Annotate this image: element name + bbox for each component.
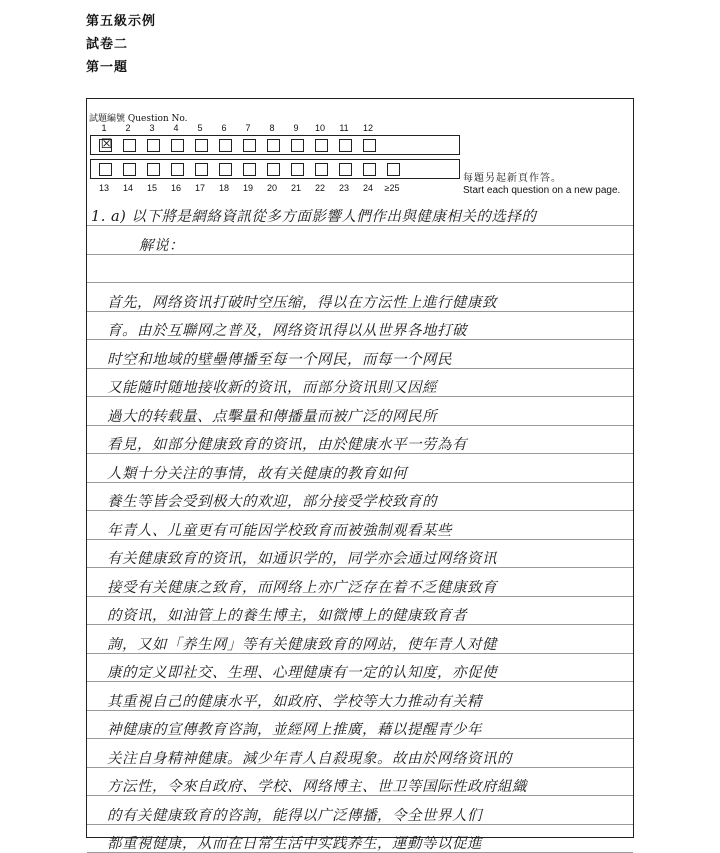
question-number: 16 — [170, 183, 181, 193]
question-number: 15 — [146, 183, 157, 193]
question-checkbox-21[interactable] — [291, 163, 304, 176]
handwritten-line: 其重視自己的健康水平，如政府、学校等大力推动有关精 — [107, 693, 482, 710]
question-number: 14 — [122, 183, 133, 193]
question-checkbox-8[interactable] — [267, 139, 280, 152]
handwritten-line: 解说： — [139, 237, 184, 254]
question-checkbox-13[interactable] — [99, 163, 112, 176]
question-number: 6 — [221, 123, 227, 133]
question-number: 18 — [218, 183, 229, 193]
handwritten-line: 的资讯，如油管上的養生博主，如微博上的健康致育者 — [107, 608, 467, 624]
question-checkbox-11[interactable] — [339, 139, 352, 152]
question-number: 7 — [245, 123, 251, 133]
handwritten-line: 詢，又如「养生网」等有关健康致育的网站，使年青人对健 — [107, 636, 497, 653]
instruction-chinese: 每題另起新頁作答。 — [463, 173, 562, 184]
question-number: ≥25 — [384, 183, 400, 193]
question-checkbox-6[interactable] — [219, 139, 232, 152]
question-number: 4 — [173, 123, 179, 133]
question-number: 8 — [269, 123, 275, 133]
handwritten-line: 的有关健康致育的咨詢，能得以广泛傳播，令全世界人们 — [107, 807, 482, 824]
handwritten-line: 方沄性，令來自政府、学校、网络博主、世卫等国际性政府組織 — [107, 779, 527, 795]
handwritten-line: 时空和地域的壁壘傳播至每一个网民，而每一个网民 — [107, 351, 452, 368]
question-number: 17 — [194, 183, 205, 193]
question-checkbox-25-plus[interactable] — [387, 163, 400, 176]
paper-heading: 試卷二 — [86, 37, 129, 52]
question-number: 20 — [266, 183, 277, 193]
checked-mark: ☒ — [100, 137, 113, 152]
question-number: 19 — [242, 183, 253, 193]
handwritten-line: 過大的转载量、点擊量和傳播量而被广泛的网民所 — [107, 408, 437, 425]
question-checkbox-2[interactable] — [123, 139, 136, 152]
question-number: 11 — [339, 123, 349, 133]
question-checkbox-23[interactable] — [339, 163, 352, 176]
question-checkbox-3[interactable] — [147, 139, 160, 152]
exam-level-heading: 第五級示例 — [86, 14, 157, 29]
answer-sheet — [86, 98, 634, 852]
question-number: 24 — [362, 183, 373, 193]
question-checkbox-12[interactable] — [363, 139, 376, 152]
question-box-row-bottom — [90, 159, 460, 179]
question-checkbox-17[interactable] — [195, 163, 208, 176]
question-checkbox-19[interactable] — [243, 163, 256, 176]
question-number: 21 — [290, 183, 301, 193]
question-number: 3 — [149, 123, 155, 133]
question-number: 9 — [293, 123, 299, 133]
question-box-row-top — [90, 135, 460, 155]
handwritten-line: 神健康的宣傳教育咨詢，並經网上推廣，藉以提醒青少年 — [107, 722, 482, 738]
question-checkbox-18[interactable] — [219, 163, 232, 176]
question-checkbox-15[interactable] — [147, 163, 160, 176]
question-number: 5 — [197, 123, 203, 133]
question-checkbox-22[interactable] — [315, 163, 328, 176]
handwritten-line: 都重視健康，从而在日常生活中实践养生，運動等以促進 — [107, 836, 482, 852]
question-number: 13 — [98, 183, 109, 193]
handwritten-line: 关注自身精神健康。減少年青人自殺現象。故由於网络资讯的 — [107, 750, 512, 767]
ruled-answer-area — [87, 201, 633, 852]
question-checkbox-24[interactable] — [363, 163, 376, 176]
handwritten-line: 又能隨时随地接收新的资讯，而部分资讯則又因經 — [107, 380, 437, 396]
question-checkbox-4[interactable] — [171, 139, 184, 152]
question-number: 2 — [125, 123, 131, 133]
question-checkbox-10[interactable] — [315, 139, 328, 152]
ruled-line — [87, 282, 633, 283]
handwritten-line: 康的定义即社交、生理、心理健康有一定的认知度，亦促使 — [107, 665, 497, 681]
question-number: 1 — [101, 123, 107, 133]
question-number-label: 試題編號 Question No. — [89, 114, 188, 124]
handwritten-line: 1. a) 以下將是網絡資訊從多方面影響人們作出與健康相关的选择的 — [91, 209, 537, 225]
handwritten-line: 接受有关健康之致育，而网络上亦广泛存在着不乏健康致育 — [107, 579, 497, 596]
question-number: 23 — [338, 183, 349, 193]
handwritten-line: 首先，网络资讯打破时空压缩，得以在方沄性上進行健康致 — [107, 294, 497, 311]
question-number: 12 — [362, 123, 373, 133]
question-checkbox-9[interactable] — [291, 139, 304, 152]
question-checkbox-20[interactable] — [267, 163, 280, 176]
question-checkbox-1[interactable] — [99, 139, 112, 152]
question-checkbox-14[interactable] — [123, 163, 136, 176]
instruction-english: Start each question on a new page. — [463, 185, 621, 196]
question-checkbox-16[interactable] — [171, 163, 184, 176]
handwritten-line: 年青人、儿童更有可能因学校致育而被強制观看某些 — [107, 522, 452, 539]
handwritten-line: 育。由於互聯网之普及，网络资讯得以从世界各地打破 — [107, 323, 467, 339]
handwritten-line: 人類十分关注的事情，故有关健康的教育如何 — [107, 465, 407, 482]
handwritten-line: 養生等皆会受到极大的欢迎，部分接受学校致育的 — [107, 494, 437, 510]
question-number: 22 — [314, 183, 325, 193]
question-heading: 第一題 — [86, 60, 129, 75]
handwritten-line: 看見，如部分健康致育的资讯，由於健康水平一劳為有 — [107, 437, 467, 453]
handwritten-line: 有关健康致育的资讯，如通识学的，同学亦会通过网络资讯 — [107, 551, 497, 567]
question-checkbox-5[interactable] — [195, 139, 208, 152]
question-number: 10 — [314, 123, 325, 133]
question-checkbox-7[interactable] — [243, 139, 256, 152]
